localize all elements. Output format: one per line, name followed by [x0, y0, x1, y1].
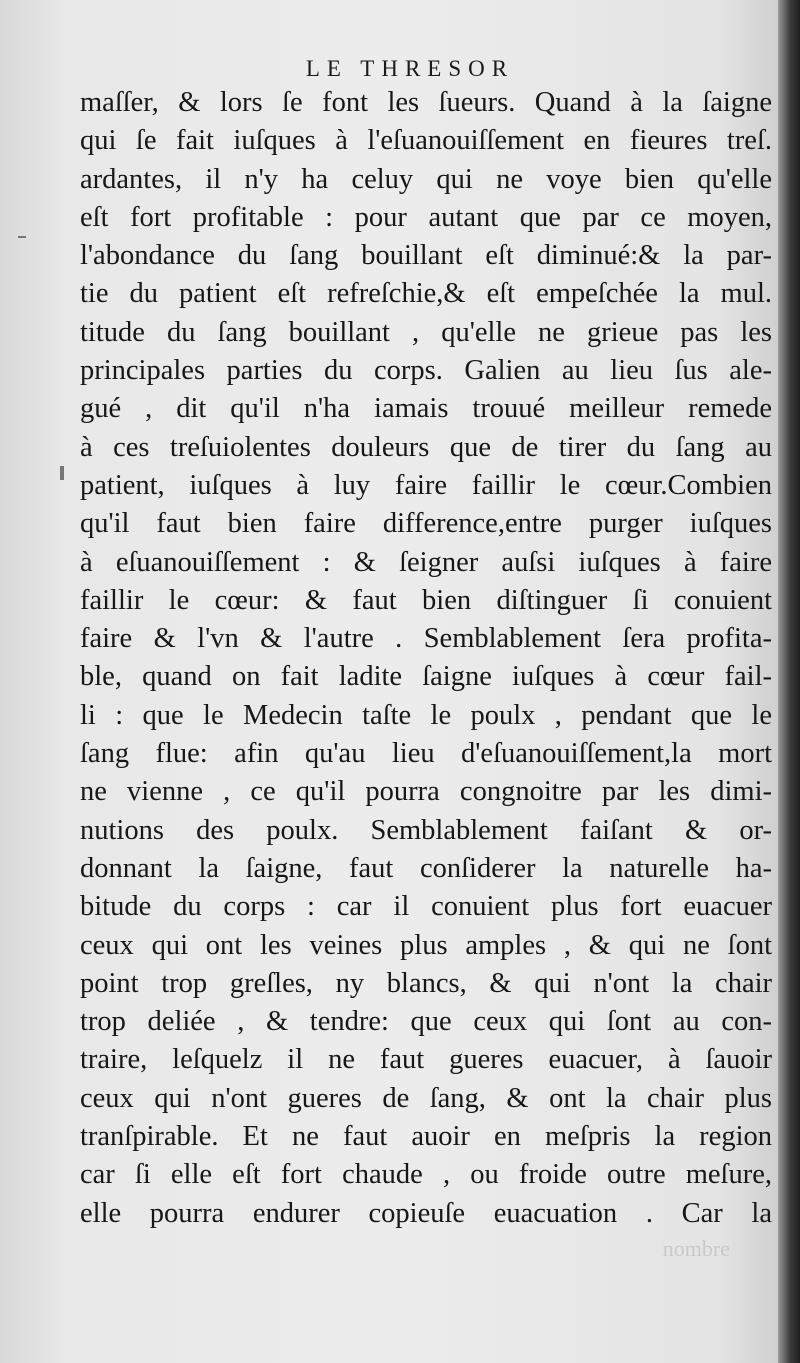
- text-line: à ces treſuiolentes douleurs que de tirer du ſang au: [80, 431, 772, 463]
- text-line: patient, iuſques à luy faire faillir le cœur.Combien: [80, 469, 772, 501]
- text-line: à eſuanouiſſement : & ſeigner auſsi iuſques à faire: [80, 546, 772, 578]
- page-edge-shadow: [778, 0, 800, 1363]
- text-line: maſſer, & lors ſe font les ſueurs. Quand à la ſaigne: [80, 87, 772, 118]
- text-line: li : que le Medecin taſte le poulx , pendant que le: [80, 699, 772, 731]
- margin-mark: [18, 236, 26, 238]
- text-line: gué , dit qu'il n'ha iamais trouué meilleur remede: [80, 393, 772, 425]
- text-line: qu'il faut bien faire difference,entre purger iuſques: [80, 508, 772, 540]
- margin-mark: [60, 466, 64, 480]
- text-line: ceux qui n'ont gueres de ſang, & ont la chair plus: [80, 1082, 772, 1114]
- running-head: LE THRESOR: [305, 56, 515, 81]
- text-line: bitude du corps : car il conuient plus fort euacuer: [80, 891, 772, 923]
- text-line: tie du patient eſt refreſchie,& eſt empeſchée la mul.: [80, 278, 772, 310]
- page-body-text: [80, 84, 772, 1233]
- text-line: faillir le cœur: & faut bien diſtinguer ſi conuient: [80, 584, 772, 616]
- text-line: point trop greſles, ny blancs, & qui n'ont la chair: [80, 967, 772, 999]
- text-line: donnant la ſaigne, faut conſiderer la naturelle ha-: [80, 852, 772, 884]
- text-line: titude du ſang bouillant , qu'elle ne grieue pas les: [80, 316, 772, 348]
- text-line: car ſi elle eſt fort chaude , ou froide outre meſure,: [80, 1159, 772, 1191]
- text-line: ſang flue: afin qu'au lieu d'eſuanouiſſement,la mort: [80, 738, 772, 770]
- text-line: elle pourra endurer copieuſe euacuation . Car la: [80, 1197, 772, 1229]
- text-line: trop deliée , & tendre: que ceux qui ſont au con-: [80, 1006, 772, 1038]
- text-line: faire & l'vn & l'autre . Semblablement ſera profita-: [80, 623, 772, 655]
- text-line: ardantes, il n'y ha celuy qui ne voye bien qu'elle: [80, 163, 772, 195]
- text-line: traire, leſquelz il ne faut gueres euacuer, à ſauoir: [80, 1044, 772, 1076]
- text-line: principales parties du corps. Galien au lieu ſus ale-: [80, 355, 772, 387]
- text-line: l'abondance du ſang bouillant eſt diminué:& la par-: [80, 240, 772, 272]
- text-line: nutions des poulx. Semblablement faiſant & or-: [80, 814, 772, 846]
- catchword: nombre: [662, 1236, 730, 1261]
- text-line: qui ſe fait iuſques à l'eſuanouiſſement en fieures treſ.: [80, 125, 772, 157]
- text-line: eſt fort profitable : pour autant que par ce moyen,: [80, 201, 772, 233]
- text-line: ceux qui ont les veines plus amples , & qui ne ſont: [80, 929, 772, 961]
- text-line: ble, quand on fait ladite ſaigne iuſques à cœur fail-: [80, 661, 772, 693]
- text-line: ne vienne , ce qu'il pourra congnoitre par les dimi-: [80, 776, 772, 808]
- text-line: tranſpirable. Et ne faut auoir en meſpris la region: [80, 1121, 772, 1153]
